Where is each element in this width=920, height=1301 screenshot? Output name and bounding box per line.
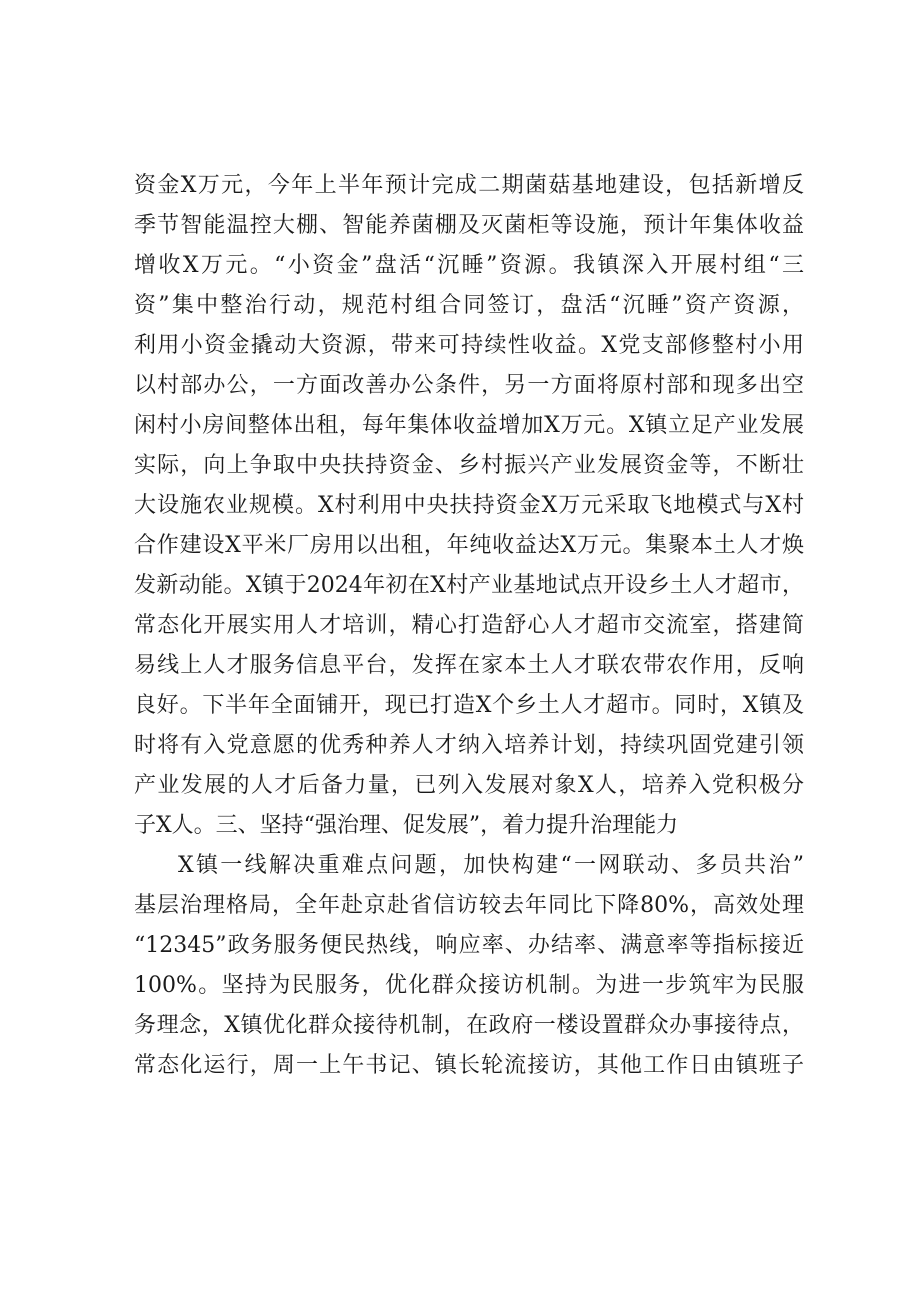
- text-line: 时将有入党意愿的优秀种养人才纳入培养计划，持续巩固党建引领: [134, 733, 804, 758]
- text-line: 增收X万元。“小资金”盘活“沉睡”资源。我镇深入开展村组“三: [134, 253, 804, 278]
- text-line: 季节智能温控大棚、智能养菌棚及灭菌柜等设施，预计年集体收益: [134, 213, 804, 238]
- text-line: 资”集中整治行动，规范村组合同签订，盘活“沉睡”资产资源，: [134, 293, 804, 318]
- text-line: 常态化开展实用人才培训，精心打造舒心人才超市交流室，搭建简: [134, 613, 804, 638]
- text-line: 良好。下半年全面铺开，现已打造X个乡土人才超市。同时，X镇及: [134, 693, 804, 718]
- text-line: 利用小资金撬动大资源，带来可持续性收益。X党支部修整村小用: [134, 333, 804, 358]
- document-body: [134, 166, 804, 1086]
- paragraph-2: [134, 846, 804, 1086]
- text-line: 产业发展的人才后备力量，已列入发展对象X人，培养入党积极分: [134, 773, 804, 798]
- paragraph-1: [134, 166, 804, 846]
- text-line: 务理念，X镇优化群众接待机制，在政府一楼设置群众办事接待点，: [134, 1013, 804, 1038]
- text-line: 大设施农业规模。X村利用中央扶持资金X万元采取飞地模式与X村: [134, 493, 804, 518]
- text-line: 100%。坚持为民服务，优化群众接访机制。为进一步筑牢为民服: [134, 973, 804, 998]
- text-line: 以村部办公，一方面改善办公条件，另一方面将原村部和现多出空: [134, 373, 804, 398]
- text-line: 常态化运行，周一上午书记、镇长轮流接访，其他工作日由镇班子: [134, 1053, 804, 1078]
- text-line: 闲村小房间整体出租，每年集体收益增加X万元。X镇立足产业发展: [134, 413, 804, 438]
- section-heading-line: 子X人。三、坚持“强治理、促发展”，着力提升治理能力: [134, 813, 679, 838]
- text-line: 实际，向上争取中央扶持资金、乡村振兴产业发展资金等，不断壮: [134, 453, 804, 478]
- text-line: 基层治理格局，全年赴京赴省信访较去年同比下降80%，高效处理: [134, 893, 804, 918]
- text-line: “12345”政务服务便民热线，响应率、办结率、满意率等指标接近: [134, 933, 804, 958]
- text-line: 发新动能。X镇于2024年初在X村产业基地试点开设乡土人才超市，: [134, 573, 804, 598]
- text-line: 资金X万元，今年上半年预计完成二期菌菇基地建设，包括新增反: [134, 173, 804, 198]
- text-line: 易线上人才服务信息平台，发挥在家本土人才联农带农作用，反响: [134, 653, 804, 678]
- text-line: 合作建设X平米厂房用以出租，年纯收益达X万元。集聚本土人才焕: [134, 533, 804, 558]
- text-line: X镇一线解决重难点问题，加快构建“一网联动、多员共治”: [178, 853, 804, 878]
